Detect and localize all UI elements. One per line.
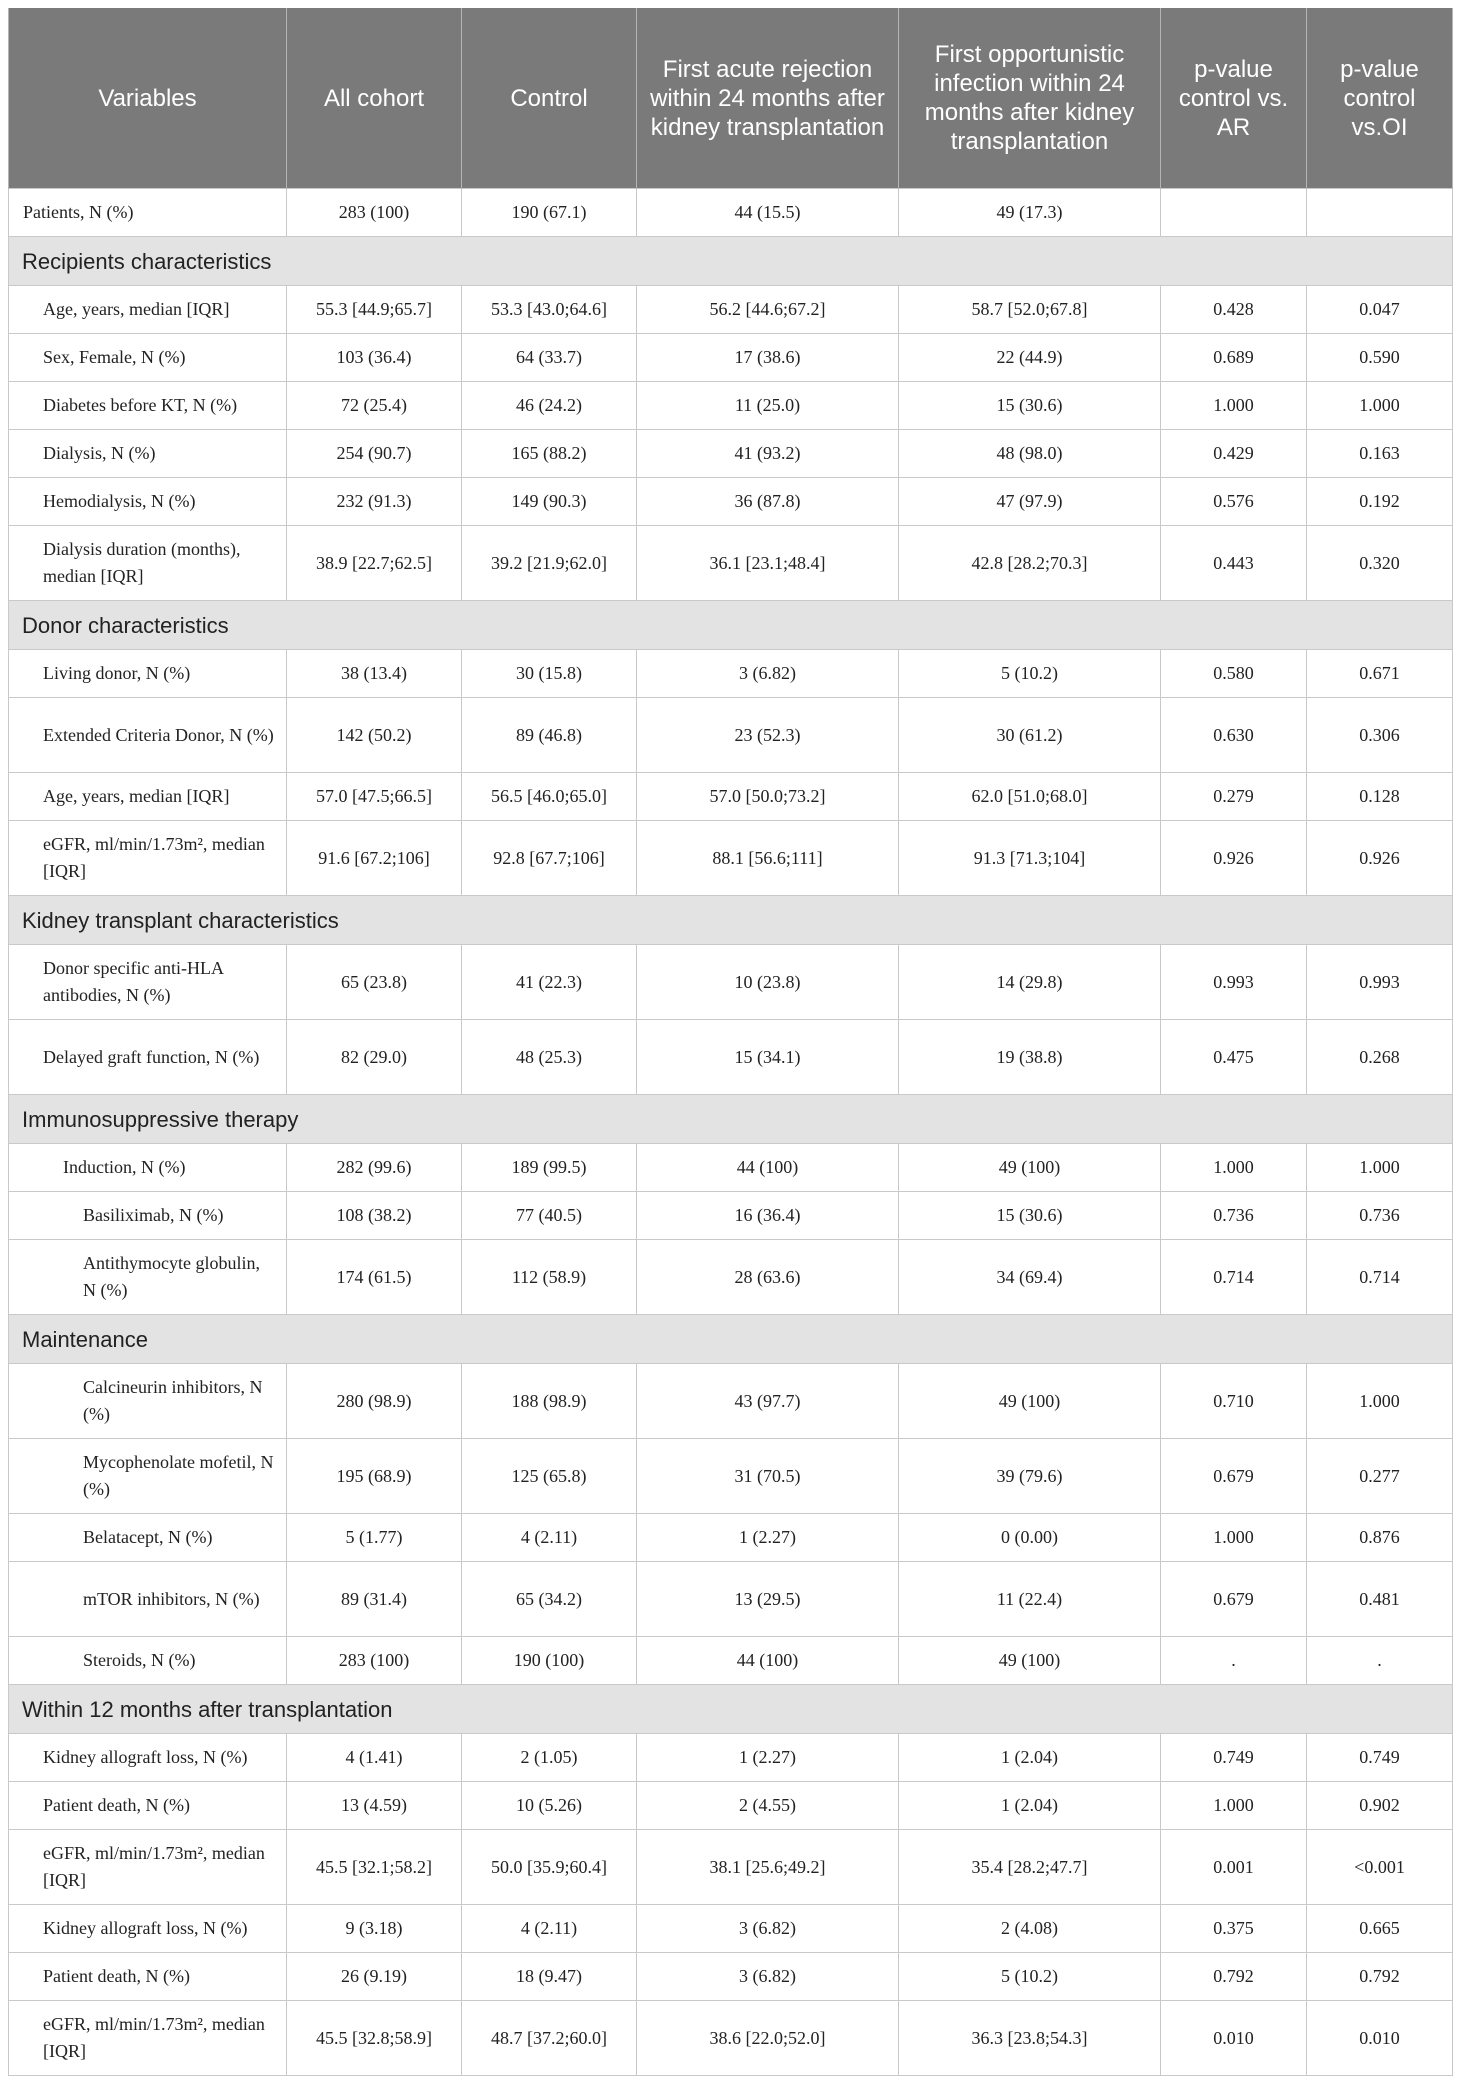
cell-all-cohort: 72 (25.4) <box>287 382 462 430</box>
cell-control: 10 (5.26) <box>462 1782 637 1830</box>
cell-p-value-ar: 0.576 <box>1161 478 1307 526</box>
cell-acute-rejection: 36.1 [23.1;48.4] <box>637 526 899 601</box>
cell-opportunistic-infection: 34 (69.4) <box>899 1240 1161 1315</box>
section-title: Immunosuppressive therapy <box>9 1095 1453 1144</box>
row-label: Dialysis, N (%) <box>9 430 287 478</box>
cell-opportunistic-infection: 5 (10.2) <box>899 1953 1161 2001</box>
cell-control: 46 (24.2) <box>462 382 637 430</box>
cell-p-value-ar: 0.010 <box>1161 2001 1307 2076</box>
cell-p-value-oi: 0.714 <box>1307 1240 1453 1315</box>
cell-acute-rejection: 38.1 [25.6;49.2] <box>637 1830 899 1905</box>
header-control: Control <box>462 8 637 189</box>
cell-acute-rejection: 56.2 [44.6;67.2] <box>637 286 899 334</box>
cell-opportunistic-infection: 48 (98.0) <box>899 430 1161 478</box>
cell-opportunistic-infection: 91.3 [71.3;104] <box>899 821 1161 896</box>
cell-opportunistic-infection: 62.0 [51.0;68.0] <box>899 773 1161 821</box>
cell-opportunistic-infection: 1 (2.04) <box>899 1734 1161 1782</box>
section-header-row <box>9 896 1453 945</box>
header-p-value-oi: p-value control vs.OI <box>1307 8 1453 189</box>
cell-p-value-oi <box>1307 189 1453 237</box>
table-row <box>9 650 1453 698</box>
characteristics-table <box>8 8 1453 2076</box>
header-variables: Variables <box>9 8 287 189</box>
cell-control: 2 (1.05) <box>462 1734 637 1782</box>
cell-opportunistic-infection: 1 (2.04) <box>899 1782 1161 1830</box>
cell-opportunistic-infection: 2 (4.08) <box>899 1905 1161 1953</box>
table-row <box>9 1830 1453 1905</box>
row-label: Sex, Female, N (%) <box>9 334 287 382</box>
cell-p-value-oi: 1.000 <box>1307 382 1453 430</box>
cell-control: 30 (15.8) <box>462 650 637 698</box>
cell-acute-rejection: 16 (36.4) <box>637 1192 899 1240</box>
cell-p-value-oi: 0.047 <box>1307 286 1453 334</box>
section-header-row <box>9 1095 1453 1144</box>
cell-p-value-ar: 0.714 <box>1161 1240 1307 1315</box>
table-row <box>9 1637 1453 1685</box>
section-header-row <box>9 1315 1453 1364</box>
cell-control: 92.8 [67.7;106] <box>462 821 637 896</box>
cell-acute-rejection: 57.0 [50.0;73.2] <box>637 773 899 821</box>
cell-p-value-ar: 0.375 <box>1161 1905 1307 1953</box>
row-label: Belatacept, N (%) <box>9 1514 287 1562</box>
row-label: Patient death, N (%) <box>9 1953 287 2001</box>
cell-p-value-ar: 0.475 <box>1161 1020 1307 1095</box>
cell-control: 165 (88.2) <box>462 430 637 478</box>
table-row <box>9 189 1453 237</box>
row-label: Age, years, median [IQR] <box>9 286 287 334</box>
cell-p-value-ar: 0.679 <box>1161 1562 1307 1637</box>
cell-all-cohort: 65 (23.8) <box>287 945 462 1020</box>
cell-acute-rejection: 44 (100) <box>637 1144 899 1192</box>
cell-p-value-oi: 0.277 <box>1307 1439 1453 1514</box>
cell-p-value-oi: 0.993 <box>1307 945 1453 1020</box>
cell-control: 149 (90.3) <box>462 478 637 526</box>
cell-acute-rejection: 41 (93.2) <box>637 430 899 478</box>
cell-acute-rejection: 28 (63.6) <box>637 1240 899 1315</box>
cell-acute-rejection: 23 (52.3) <box>637 698 899 773</box>
table-row <box>9 286 1453 334</box>
row-label: eGFR, ml/min/1.73m², median [IQR] <box>9 821 287 896</box>
section-title: Maintenance <box>9 1315 1453 1364</box>
cell-all-cohort: 254 (90.7) <box>287 430 462 478</box>
cell-all-cohort: 108 (38.2) <box>287 1192 462 1240</box>
cell-all-cohort: 232 (91.3) <box>287 478 462 526</box>
cell-acute-rejection: 43 (97.7) <box>637 1364 899 1439</box>
section-title: Recipients characteristics <box>9 237 1453 286</box>
cell-control: 77 (40.5) <box>462 1192 637 1240</box>
cell-p-value-ar: 0.443 <box>1161 526 1307 601</box>
cell-acute-rejection: 1 (2.27) <box>637 1514 899 1562</box>
table-row <box>9 821 1453 896</box>
header-p-value-ar: p-value control vs. AR <box>1161 8 1307 189</box>
cell-opportunistic-infection: 5 (10.2) <box>899 650 1161 698</box>
cell-all-cohort: 4 (1.41) <box>287 1734 462 1782</box>
cell-acute-rejection: 11 (25.0) <box>637 382 899 430</box>
cell-all-cohort: 91.6 [67.2;106] <box>287 821 462 896</box>
cell-p-value-oi: 0.010 <box>1307 2001 1453 2076</box>
row-label: eGFR, ml/min/1.73m², median [IQR] <box>9 1830 287 1905</box>
cell-control: 65 (34.2) <box>462 1562 637 1637</box>
table-body <box>9 189 1453 2076</box>
table-row <box>9 1734 1453 1782</box>
cell-p-value-ar: . <box>1161 1637 1307 1685</box>
row-label: mTOR inhibitors, N (%) <box>9 1562 287 1637</box>
cell-p-value-ar: 0.428 <box>1161 286 1307 334</box>
cell-opportunistic-infection: 49 (17.3) <box>899 189 1161 237</box>
table-row <box>9 526 1453 601</box>
cell-control: 190 (100) <box>462 1637 637 1685</box>
cell-all-cohort: 283 (100) <box>287 1637 462 1685</box>
table-row <box>9 430 1453 478</box>
cell-p-value-oi: . <box>1307 1637 1453 1685</box>
cell-control: 64 (33.7) <box>462 334 637 382</box>
cell-p-value-oi: 0.192 <box>1307 478 1453 526</box>
row-label: Kidney allograft loss, N (%) <box>9 1734 287 1782</box>
cell-opportunistic-infection: 14 (29.8) <box>899 945 1161 1020</box>
cell-control: 56.5 [46.0;65.0] <box>462 773 637 821</box>
cell-p-value-oi: 0.902 <box>1307 1782 1453 1830</box>
table-row <box>9 1562 1453 1637</box>
cell-opportunistic-infection: 49 (100) <box>899 1364 1161 1439</box>
cell-opportunistic-infection: 39 (79.6) <box>899 1439 1161 1514</box>
cell-p-value-ar: 1.000 <box>1161 1144 1307 1192</box>
section-header-row <box>9 1685 1453 1734</box>
row-label: Extended Criteria Donor, N (%) <box>9 698 287 773</box>
table-row <box>9 1364 1453 1439</box>
cell-acute-rejection: 3 (6.82) <box>637 1905 899 1953</box>
table-row <box>9 334 1453 382</box>
cell-opportunistic-infection: 15 (30.6) <box>899 382 1161 430</box>
cell-p-value-ar: 0.710 <box>1161 1364 1307 1439</box>
cell-p-value-ar: 0.279 <box>1161 773 1307 821</box>
cell-acute-rejection: 88.1 [56.6;111] <box>637 821 899 896</box>
cell-control: 189 (99.5) <box>462 1144 637 1192</box>
cell-opportunistic-infection: 42.8 [28.2;70.3] <box>899 526 1161 601</box>
cell-acute-rejection: 44 (15.5) <box>637 189 899 237</box>
section-header-row <box>9 601 1453 650</box>
row-label: Delayed graft function, N (%) <box>9 1020 287 1095</box>
cell-p-value-oi: 1.000 <box>1307 1144 1453 1192</box>
header-acute-rejection: First acute rejection within 24 months after kidney transplantation <box>637 8 899 189</box>
cell-control: 48 (25.3) <box>462 1020 637 1095</box>
cell-p-value-ar: 0.926 <box>1161 821 1307 896</box>
row-label: Living donor, N (%) <box>9 650 287 698</box>
cell-acute-rejection: 15 (34.1) <box>637 1020 899 1095</box>
cell-opportunistic-infection: 35.4 [28.2;47.7] <box>899 1830 1161 1905</box>
table-row <box>9 1514 1453 1562</box>
table-row <box>9 1192 1453 1240</box>
cell-p-value-ar: 1.000 <box>1161 1514 1307 1562</box>
table-row <box>9 1020 1453 1095</box>
table-row <box>9 773 1453 821</box>
cell-opportunistic-infection: 0 (0.00) <box>899 1514 1161 1562</box>
cell-p-value-oi: 0.792 <box>1307 1953 1453 2001</box>
row-label: Patient death, N (%) <box>9 1782 287 1830</box>
cell-p-value-ar: 0.689 <box>1161 334 1307 382</box>
cell-acute-rejection: 31 (70.5) <box>637 1439 899 1514</box>
row-label: Dialysis duration (months), median [IQR] <box>9 526 287 601</box>
table-row <box>9 1953 1453 2001</box>
cell-all-cohort: 280 (98.9) <box>287 1364 462 1439</box>
cell-all-cohort: 142 (50.2) <box>287 698 462 773</box>
cell-acute-rejection: 13 (29.5) <box>637 1562 899 1637</box>
cell-opportunistic-infection: 47 (97.9) <box>899 478 1161 526</box>
section-header-row <box>9 237 1453 286</box>
section-title: Within 12 months after transplantation <box>9 1685 1453 1734</box>
cell-p-value-ar: 1.000 <box>1161 1782 1307 1830</box>
cell-acute-rejection: 44 (100) <box>637 1637 899 1685</box>
cell-acute-rejection: 17 (38.6) <box>637 334 899 382</box>
header-opportunistic-infection: First opportunistic infection within 24 months after kidney transplantation <box>899 8 1161 189</box>
cell-acute-rejection: 3 (6.82) <box>637 1953 899 2001</box>
cell-control: 41 (22.3) <box>462 945 637 1020</box>
cell-control: 4 (2.11) <box>462 1514 637 1562</box>
row-label: Age, years, median [IQR] <box>9 773 287 821</box>
cell-p-value-ar: 0.679 <box>1161 1439 1307 1514</box>
row-label: eGFR, ml/min/1.73m², median [IQR] <box>9 2001 287 2076</box>
cell-control: 4 (2.11) <box>462 1905 637 1953</box>
cell-opportunistic-infection: 15 (30.6) <box>899 1192 1161 1240</box>
cell-p-value-ar: 0.001 <box>1161 1830 1307 1905</box>
cell-all-cohort: 38.9 [22.7;62.5] <box>287 526 462 601</box>
section-title: Donor characteristics <box>9 601 1453 650</box>
cell-opportunistic-infection: 22 (44.9) <box>899 334 1161 382</box>
cell-all-cohort: 9 (3.18) <box>287 1905 462 1953</box>
cell-all-cohort: 283 (100) <box>287 189 462 237</box>
cell-opportunistic-infection: 30 (61.2) <box>899 698 1161 773</box>
cell-all-cohort: 45.5 [32.1;58.2] <box>287 1830 462 1905</box>
row-label: Diabetes before KT, N (%) <box>9 382 287 430</box>
cell-p-value-oi: 0.749 <box>1307 1734 1453 1782</box>
cell-all-cohort: 195 (68.9) <box>287 1439 462 1514</box>
table-row <box>9 2001 1453 2076</box>
cell-p-value-ar: 0.580 <box>1161 650 1307 698</box>
cell-all-cohort: 38 (13.4) <box>287 650 462 698</box>
cell-opportunistic-infection: 49 (100) <box>899 1637 1161 1685</box>
cell-opportunistic-infection: 58.7 [52.0;67.8] <box>899 286 1161 334</box>
header-all-cohort: All cohort <box>287 8 462 189</box>
table-row <box>9 945 1453 1020</box>
cell-acute-rejection: 36 (87.8) <box>637 478 899 526</box>
cell-p-value-ar: 0.736 <box>1161 1192 1307 1240</box>
row-label: Kidney allograft loss, N (%) <box>9 1905 287 1953</box>
cell-all-cohort: 55.3 [44.9;65.7] <box>287 286 462 334</box>
cell-p-value-oi: 0.926 <box>1307 821 1453 896</box>
cell-acute-rejection: 10 (23.8) <box>637 945 899 1020</box>
cell-control: 190 (67.1) <box>462 189 637 237</box>
row-label: Patients, N (%) <box>9 189 287 237</box>
cell-control: 112 (58.9) <box>462 1240 637 1315</box>
cell-p-value-ar <box>1161 189 1307 237</box>
table-row <box>9 1144 1453 1192</box>
cell-p-value-oi: 0.320 <box>1307 526 1453 601</box>
cell-p-value-ar: 1.000 <box>1161 382 1307 430</box>
table-row <box>9 1905 1453 1953</box>
row-label: Basiliximab, N (%) <box>9 1192 287 1240</box>
table-row <box>9 1439 1453 1514</box>
cell-p-value-ar: 0.630 <box>1161 698 1307 773</box>
cell-p-value-oi: 0.163 <box>1307 430 1453 478</box>
cell-p-value-oi: 0.306 <box>1307 698 1453 773</box>
section-title: Kidney transplant characteristics <box>9 896 1453 945</box>
cell-opportunistic-infection: 11 (22.4) <box>899 1562 1161 1637</box>
cell-control: 89 (46.8) <box>462 698 637 773</box>
cell-all-cohort: 5 (1.77) <box>287 1514 462 1562</box>
cell-acute-rejection: 1 (2.27) <box>637 1734 899 1782</box>
row-label: Antithymocyte globulin, N (%) <box>9 1240 287 1315</box>
row-label: Hemodialysis, N (%) <box>9 478 287 526</box>
cell-all-cohort: 103 (36.4) <box>287 334 462 382</box>
cell-p-value-oi: 0.590 <box>1307 334 1453 382</box>
row-label: Calcineurin inhibitors, N (%) <box>9 1364 287 1439</box>
cell-control: 39.2 [21.9;62.0] <box>462 526 637 601</box>
cell-p-value-oi: 0.876 <box>1307 1514 1453 1562</box>
cell-control: 188 (98.9) <box>462 1364 637 1439</box>
cell-all-cohort: 45.5 [32.8;58.9] <box>287 2001 462 2076</box>
table-row <box>9 698 1453 773</box>
cell-control: 18 (9.47) <box>462 1953 637 2001</box>
row-label: Induction, N (%) <box>9 1144 287 1192</box>
cell-p-value-ar: 0.993 <box>1161 945 1307 1020</box>
cell-all-cohort: 89 (31.4) <box>287 1562 462 1637</box>
cell-p-value-oi: 0.665 <box>1307 1905 1453 1953</box>
cell-acute-rejection: 2 (4.55) <box>637 1782 899 1830</box>
cell-control: 48.7 [37.2;60.0] <box>462 2001 637 2076</box>
cell-all-cohort: 82 (29.0) <box>287 1020 462 1095</box>
cell-p-value-ar: 0.429 <box>1161 430 1307 478</box>
cell-all-cohort: 174 (61.5) <box>287 1240 462 1315</box>
cell-p-value-oi: <0.001 <box>1307 1830 1453 1905</box>
row-label: Mycophenolate mofetil, N (%) <box>9 1439 287 1514</box>
table-row <box>9 382 1453 430</box>
cell-all-cohort: 13 (4.59) <box>287 1782 462 1830</box>
cell-p-value-oi: 0.671 <box>1307 650 1453 698</box>
cell-control: 53.3 [43.0;64.6] <box>462 286 637 334</box>
cell-opportunistic-infection: 49 (100) <box>899 1144 1161 1192</box>
cell-p-value-oi: 1.000 <box>1307 1364 1453 1439</box>
row-label: Steroids, N (%) <box>9 1637 287 1685</box>
cell-control: 125 (65.8) <box>462 1439 637 1514</box>
cell-all-cohort: 282 (99.6) <box>287 1144 462 1192</box>
cell-p-value-oi: 0.268 <box>1307 1020 1453 1095</box>
row-label: Donor specific anti-HLA antibodies, N (%) <box>9 945 287 1020</box>
cell-opportunistic-infection: 19 (38.8) <box>899 1020 1161 1095</box>
cell-all-cohort: 26 (9.19) <box>287 1953 462 2001</box>
table-row <box>9 1240 1453 1315</box>
cell-p-value-oi: 0.481 <box>1307 1562 1453 1637</box>
cell-all-cohort: 57.0 [47.5;66.5] <box>287 773 462 821</box>
cell-acute-rejection: 3 (6.82) <box>637 650 899 698</box>
cell-p-value-ar: 0.749 <box>1161 1734 1307 1782</box>
table-row <box>9 1782 1453 1830</box>
cell-p-value-oi: 0.128 <box>1307 773 1453 821</box>
cell-acute-rejection: 38.6 [22.0;52.0] <box>637 2001 899 2076</box>
cell-opportunistic-infection: 36.3 [23.8;54.3] <box>899 2001 1161 2076</box>
table-row <box>9 478 1453 526</box>
cell-p-value-ar: 0.792 <box>1161 1953 1307 2001</box>
cell-p-value-oi: 0.736 <box>1307 1192 1453 1240</box>
table-header-row <box>9 8 1453 189</box>
cell-control: 50.0 [35.9;60.4] <box>462 1830 637 1905</box>
